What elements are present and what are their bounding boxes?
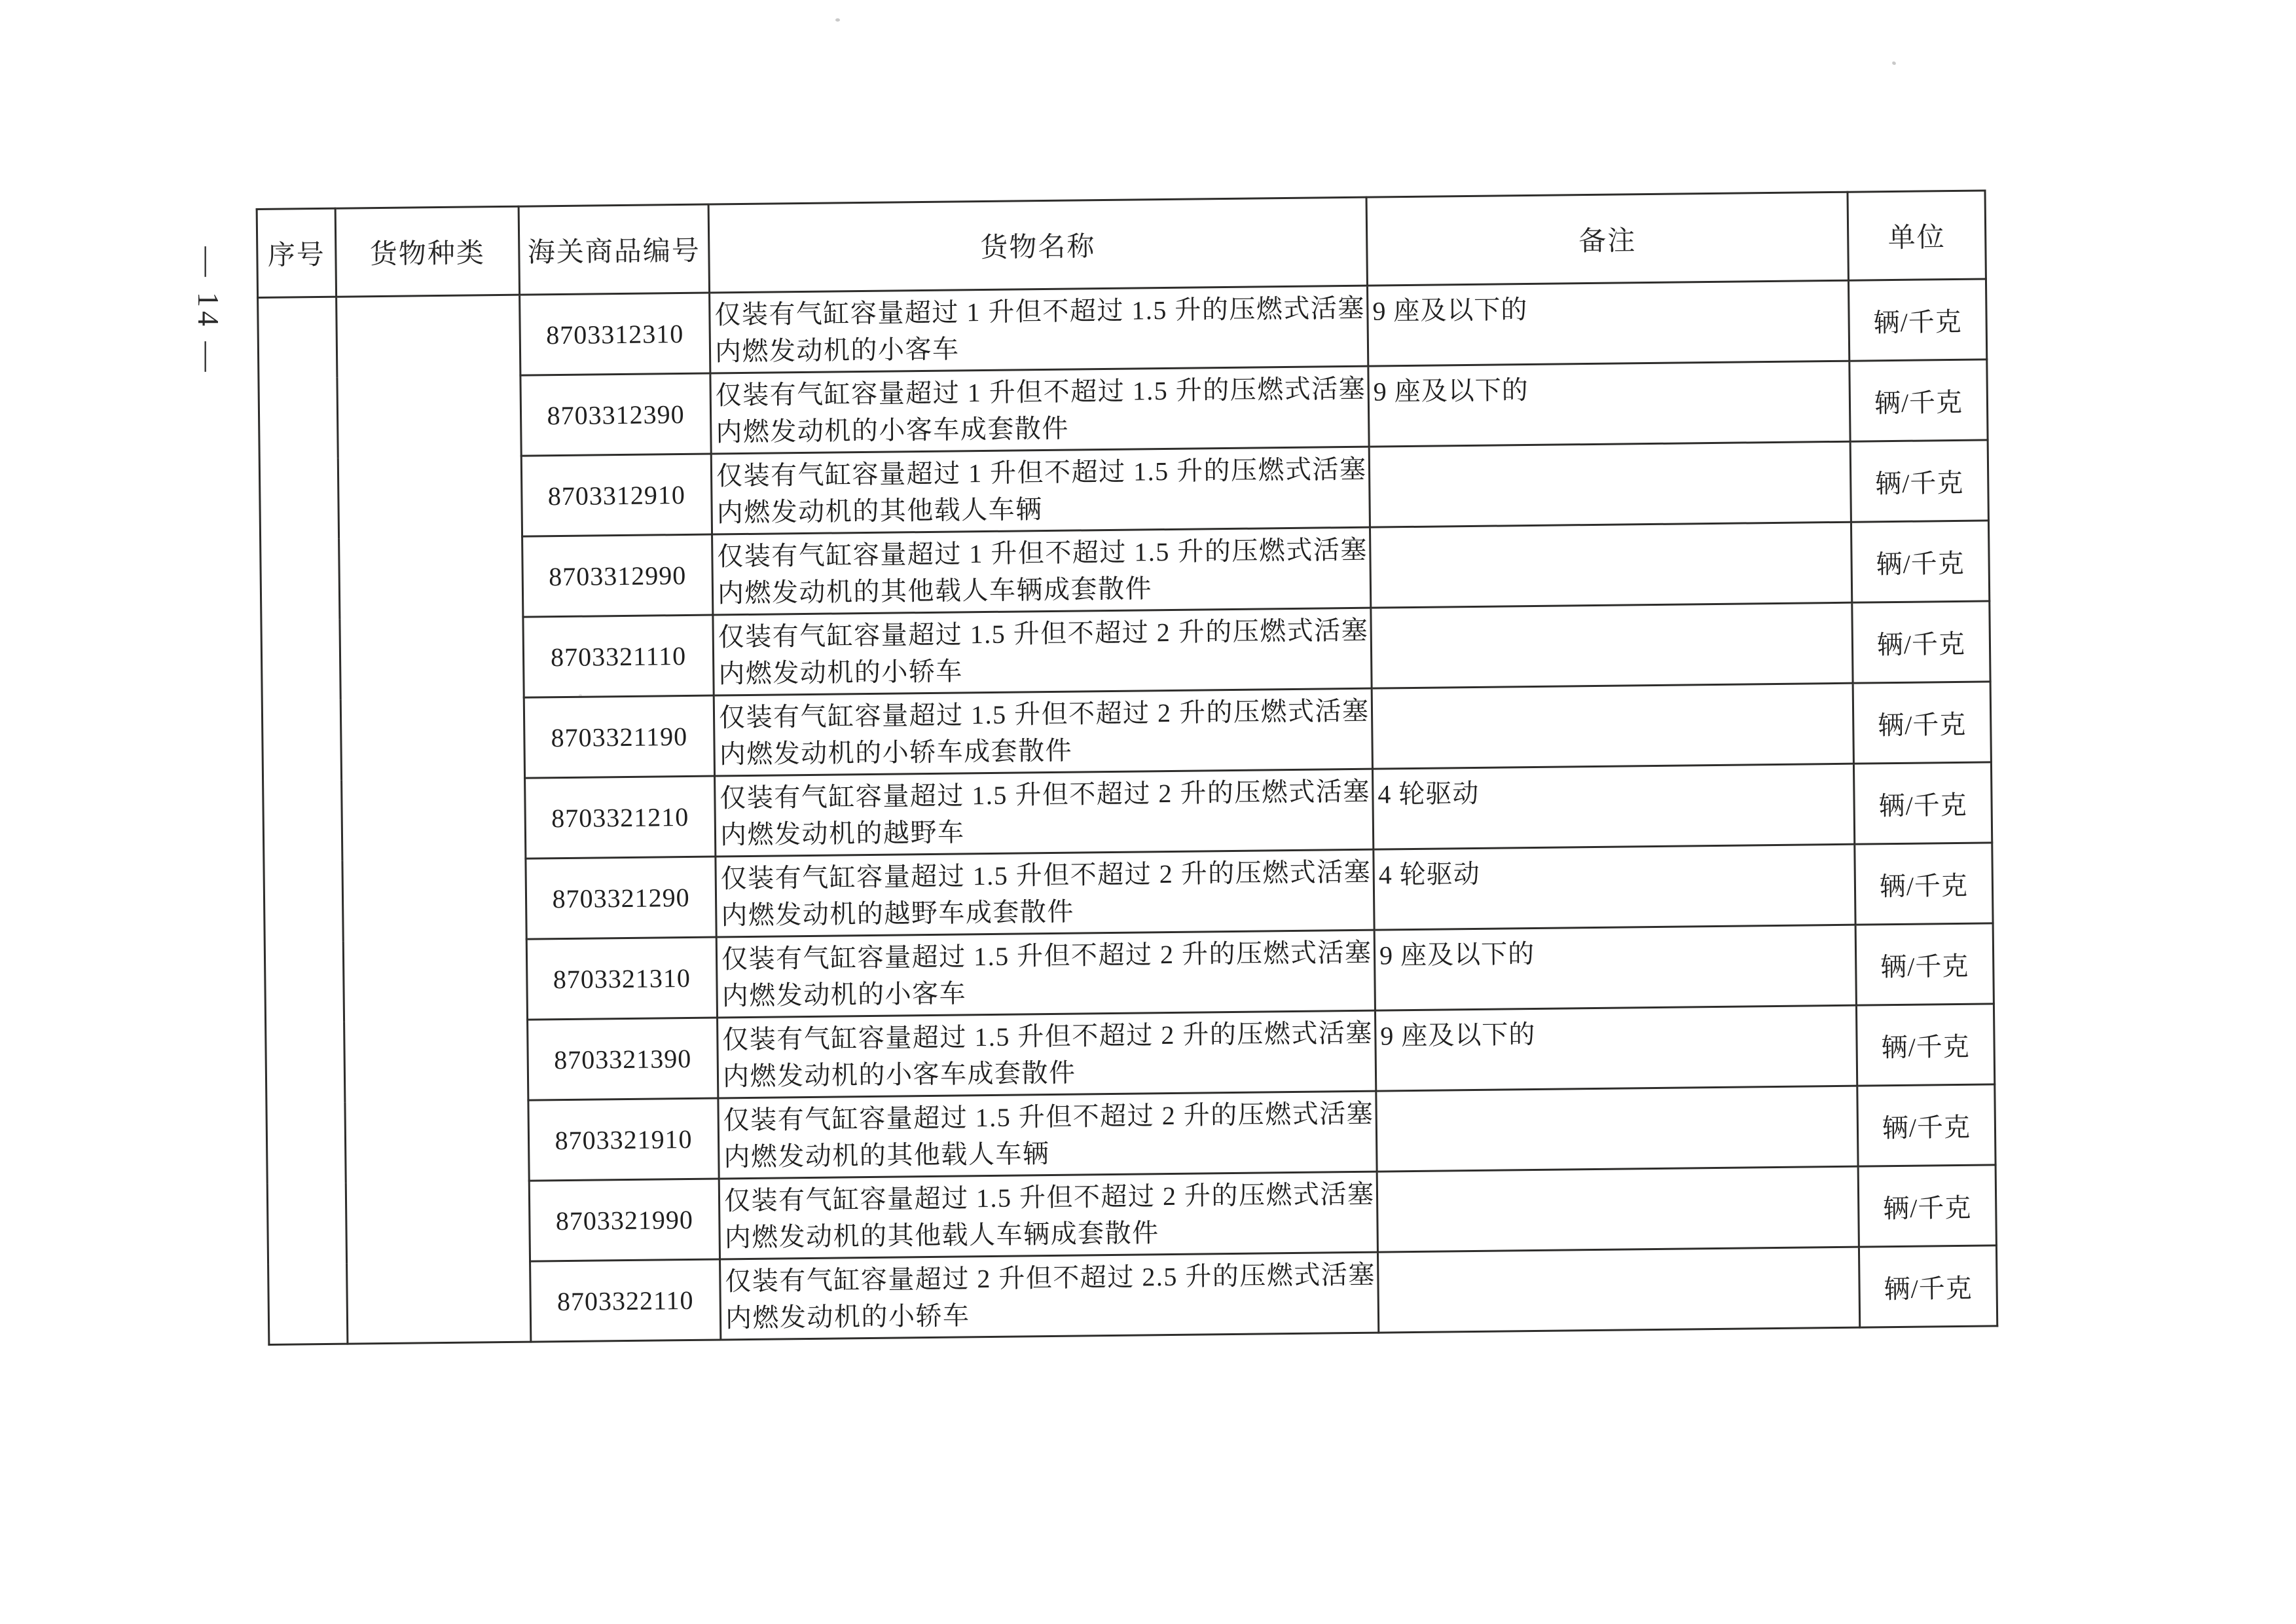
unit-cell: 辆/千克 [1852,601,1990,683]
goods-name-cell: 仅装有气缸容量超过 1 升但不超过 1.5 升的压燃式活塞 内燃发动机的小客车成套散件 [710,366,1369,454]
unit-cell: 辆/千克 [1850,440,1988,522]
table-body [258,279,1997,1344]
goods-name-cell: 仅装有气缸容量超过 1.5 升但不超过 2 升的压燃式活塞 内燃发动机的小轿车成套散件 [714,688,1372,776]
remark-cell [1377,1247,1859,1333]
goods-name-cell: 仅装有气缸容量超过 1.5 升但不超过 2 升的压燃式活塞 内燃发动机的其他载人车辆 [718,1091,1377,1179]
goods-name-cell: 仅装有气缸容量超过 1 升但不超过 1.5 升的压燃式活塞 内燃发动机的其他载人车辆成套散件 [712,527,1371,615]
unit-cell: 辆/千克 [1859,1246,1997,1327]
remark-cell [1372,683,1853,769]
goods-name-cell: 仅装有气缸容量超过 2 升但不超过 2.5 升的压燃式活塞 内燃发动机的小轿车 [720,1252,1379,1340]
remark-cell: 4 轮驱动 [1374,844,1855,930]
goods-name-cell: 仅装有气缸容量超过 1.5 升但不超过 2 升的压燃式活塞 内燃发动机的小客车 [716,930,1375,1018]
goods-name-cell: 仅装有气缸容量超过 1.5 升但不超过 2 升的压燃式活塞 内燃发动机的越野车成套散件 [716,849,1374,937]
header-category: 货物种类 [335,206,519,297]
goods-name-cell: 仅装有气缸容量超过 1.5 升但不超过 2 升的压燃式活塞 内燃发动机的越野车 [715,769,1374,857]
header-hs-code: 海关商品编号 [519,204,709,295]
remark-cell: 9 座及以下的 [1368,361,1850,447]
hs-code-cell: 8703321910 [528,1098,719,1181]
remark-cell: 9 座及以下的 [1367,280,1849,366]
remark-cell: 9 座及以下的 [1375,1005,1857,1091]
unit-cell: 辆/千克 [1856,1004,1994,1086]
hs-code-cell: 8703321290 [526,857,716,939]
hs-code-cell: 8703322110 [530,1259,721,1342]
scan-speck [579,694,582,697]
goods-name-cell: 仅装有气缸容量超过 1 升但不超过 1.5 升的压燃式活塞 内燃发动机的小客车 [710,286,1368,373]
category-column-cell [337,295,531,1344]
hs-code-cell: 8703321210 [525,776,716,858]
goods-name-cell: 仅装有气缸容量超过 1.5 升但不超过 2 升的压燃式活塞 内燃发动机的其他载人车辆成套散件 [719,1172,1377,1259]
hs-code-cell: 8703312910 [521,454,712,536]
scan-speck [1891,61,1897,65]
remark-cell [1369,441,1851,527]
remark-cell [1370,522,1851,608]
scan-speck [835,18,840,22]
hs-code-cell: 8703312390 [520,373,711,456]
unit-cell: 辆/千克 [1855,843,1993,925]
unit-cell: 辆/千克 [1850,360,1988,441]
customs-table-wrap [256,189,1997,1343]
unit-cell: 辆/千克 [1857,1084,1995,1166]
unit-cell: 辆/千克 [1851,521,1989,602]
remark-cell [1377,1166,1859,1252]
unit-cell: 辆/千克 [1855,923,1994,1005]
remark-cell: 4 轮驱动 [1372,764,1854,849]
customs-goods-table [256,189,1999,1345]
serial-column-cell [258,297,348,1344]
hs-code-cell: 8703321390 [528,1018,718,1100]
hs-code-cell: 8703312310 [520,293,710,375]
hs-code-cell: 8703321310 [526,937,717,1020]
goods-name-cell: 仅装有气缸容量超过 1.5 升但不超过 2 升的压燃式活塞 内燃发动机的小客车成套散件 [718,1010,1376,1098]
goods-name-cell: 仅装有气缸容量超过 1.5 升但不超过 2 升的压燃式活塞 内燃发动机的小轿车 [713,608,1372,695]
header-unit: 单位 [1848,191,1986,280]
unit-cell: 辆/千克 [1848,279,1986,361]
remark-cell: 9 座及以下的 [1374,925,1856,1010]
goods-name-cell: 仅装有气缸容量超过 1 升但不超过 1.5 升的压燃式活塞 内燃发动机的其他载人车辆 [711,447,1370,534]
unit-cell: 辆/千克 [1853,762,1992,844]
remark-cell [1371,602,1853,688]
unit-cell: 辆/千克 [1858,1165,1996,1247]
header-goods-name: 货物名称 [708,197,1367,293]
remark-cell [1376,1086,1858,1172]
hs-code-cell: 8703312990 [522,534,713,617]
unit-cell: 辆/千克 [1853,682,1991,764]
page-number: — 14 — [192,246,225,376]
hs-code-cell: 8703321110 [523,615,714,697]
header-serial: 序号 [257,208,336,297]
header-remark: 备注 [1366,192,1848,286]
hs-code-cell: 8703321190 [524,695,714,778]
hs-code-cell: 8703321990 [529,1179,720,1261]
